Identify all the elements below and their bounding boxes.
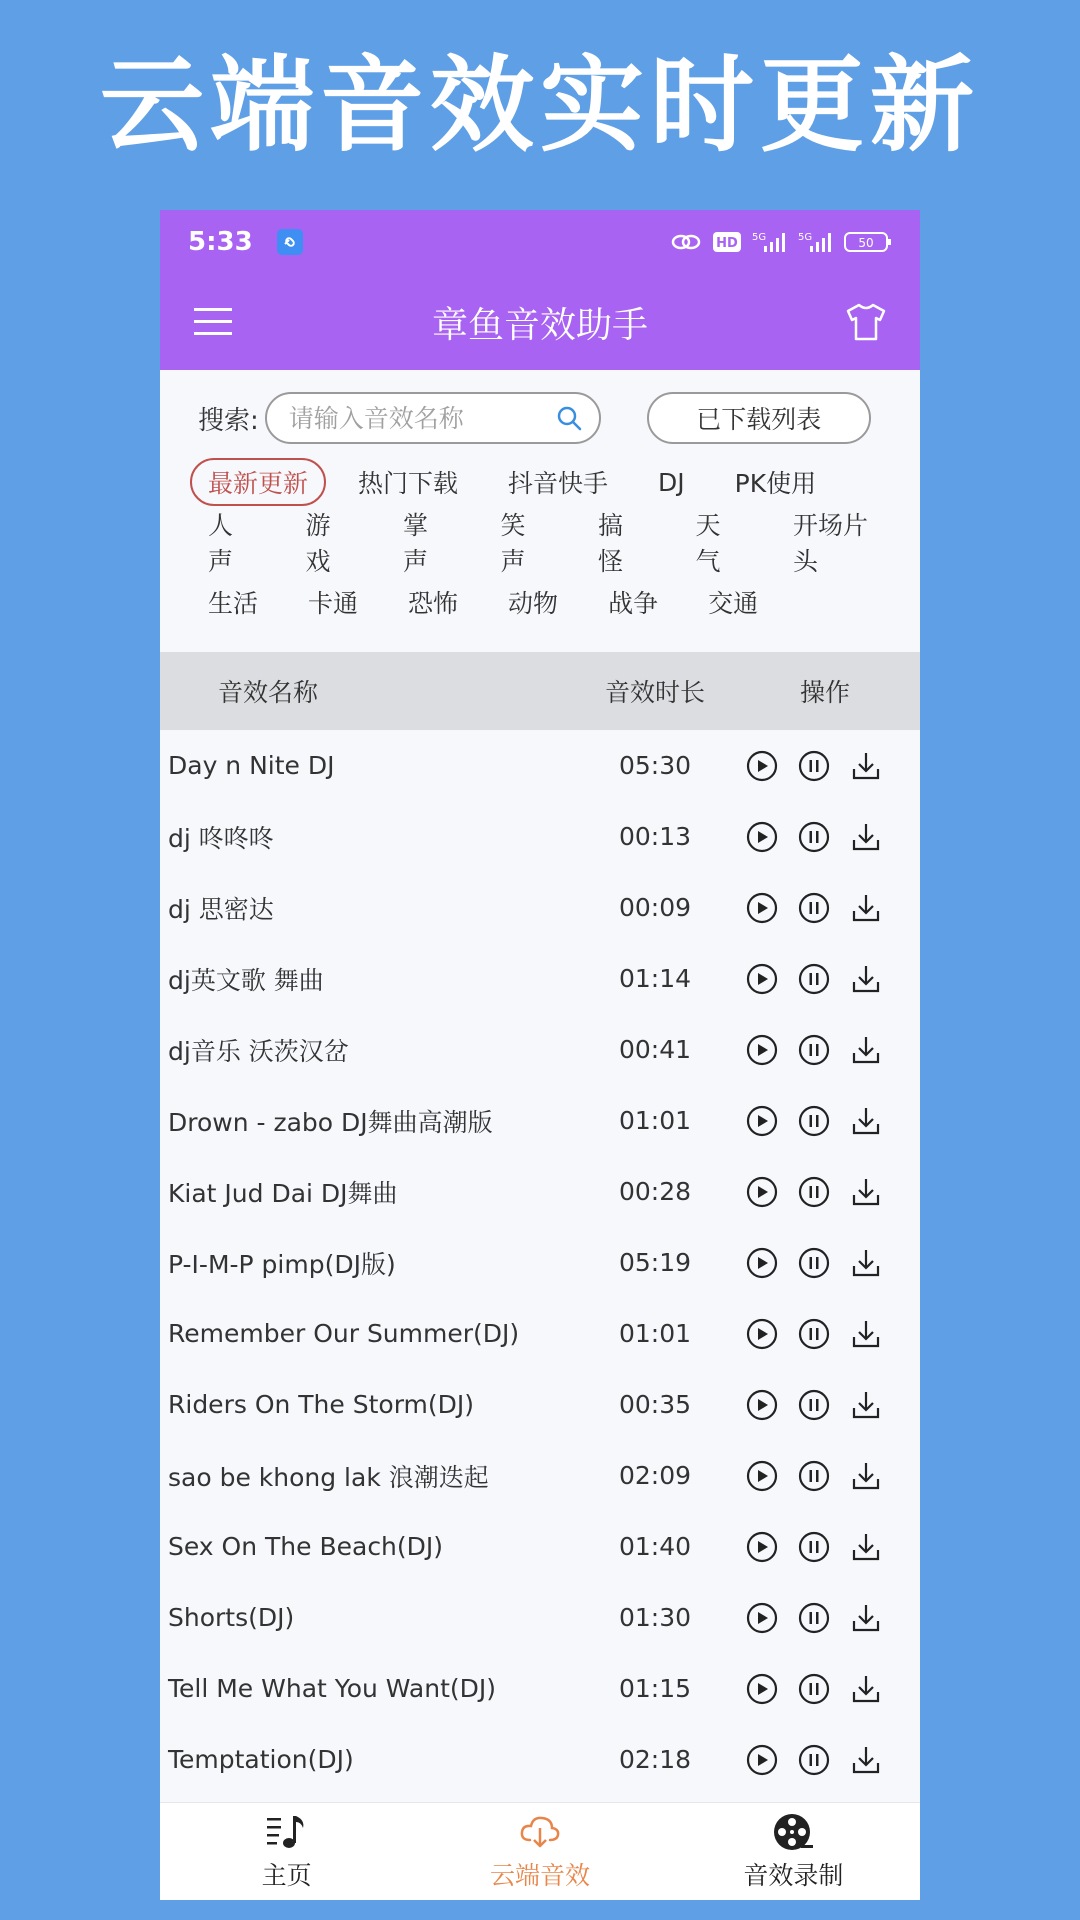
sound-actions [730, 1387, 920, 1423]
download-icon[interactable] [848, 1529, 884, 1565]
tab-home[interactable] [160, 1803, 413, 1900]
music-notes-icon [265, 1812, 309, 1852]
pause-icon[interactable] [796, 1245, 832, 1281]
play-icon[interactable] [744, 1387, 780, 1423]
play-icon[interactable] [744, 1671, 780, 1707]
sound-name: Drown - zabo DJ舞曲高潮版 [168, 1107, 493, 1137]
sound-row[interactable] [160, 1440, 920, 1511]
sound-name: Remember Our Summer(DJ) [168, 1319, 520, 1348]
download-icon[interactable] [848, 819, 884, 855]
bottom-tab-bar [160, 1802, 920, 1900]
play-icon[interactable] [744, 1103, 780, 1139]
play-icon[interactable] [744, 1600, 780, 1636]
download-icon[interactable] [848, 1245, 884, 1281]
play-icon[interactable] [744, 1032, 780, 1068]
sound-duration: 00:13 [618, 822, 692, 851]
pause-icon[interactable] [796, 1387, 832, 1423]
sound-name: Riders On The Storm(DJ) [168, 1390, 475, 1419]
sound-duration: 00:28 [618, 1177, 692, 1206]
downloaded-list-button[interactable]: 已下载列表 [647, 392, 871, 444]
play-icon[interactable] [744, 1742, 780, 1778]
pause-icon[interactable] [796, 1742, 832, 1778]
category-chip[interactable]: 恐怖 [408, 589, 459, 618]
sound-actions [730, 1458, 920, 1494]
category-chip[interactable]: 掌声 [403, 511, 429, 576]
play-icon[interactable] [744, 1458, 780, 1494]
download-icon[interactable] [848, 961, 884, 997]
sound-actions [730, 1174, 920, 1210]
sound-duration: 01:01 [618, 1319, 692, 1348]
theme-button[interactable] [842, 298, 890, 346]
pause-icon[interactable] [796, 1600, 832, 1636]
sound-duration: 01:14 [618, 964, 692, 993]
download-icon[interactable] [848, 890, 884, 926]
sound-duration: 00:41 [618, 1035, 692, 1064]
svg-text:50: 50 [858, 236, 874, 250]
sound-name: Tell Me What You Want(DJ) [168, 1674, 497, 1703]
search-input[interactable] [289, 404, 555, 433]
pause-icon[interactable] [796, 961, 832, 997]
hamburger-icon [194, 306, 234, 338]
tab-cloud-label: 云端音效 [489, 1860, 590, 1890]
pause-icon[interactable] [796, 1671, 832, 1707]
sound-duration: 02:09 [618, 1461, 692, 1490]
download-icon[interactable] [848, 1174, 884, 1210]
sound-name: Day n Nite DJ [168, 751, 335, 780]
play-icon[interactable] [744, 748, 780, 784]
network-label: 5G [752, 232, 767, 243]
menu-button[interactable] [190, 298, 238, 346]
sound-name: dj英文歌 舞曲 [168, 965, 324, 995]
category-chip[interactable]: 人声 [208, 511, 234, 576]
tab-home-label: 主页 [261, 1860, 312, 1890]
play-icon[interactable] [744, 961, 780, 997]
sound-name: Kiat Jud Dai DJ舞曲 [168, 1178, 398, 1208]
category-chip[interactable]: 动物 [508, 589, 559, 618]
category-chip[interactable]: 笑声 [500, 511, 526, 576]
sound-name: Temptation(DJ) [168, 1745, 354, 1774]
download-icon[interactable] [848, 1387, 884, 1423]
sound-row[interactable] [160, 1156, 920, 1227]
sound-actions [730, 1671, 920, 1707]
sound-actions [730, 1103, 920, 1139]
sound-duration: 02:18 [618, 1745, 692, 1774]
phone-screen [160, 210, 920, 1900]
battery-icon [844, 230, 892, 254]
film-reel-icon [771, 1812, 815, 1852]
tshirt-icon [844, 302, 888, 342]
sound-actions [730, 1032, 920, 1068]
category-filters [160, 452, 920, 632]
pause-icon[interactable] [796, 1529, 832, 1565]
download-icon[interactable] [848, 1742, 884, 1778]
cloud-download-icon [518, 1812, 562, 1852]
app-title: 章鱼音效助手 [431, 304, 648, 346]
app-bar [160, 274, 920, 370]
category-chip[interactable]: 搞怪 [598, 511, 624, 576]
category-row [160, 452, 920, 512]
sound-duration: 00:35 [618, 1390, 692, 1419]
svg-text:5G: 5G [798, 232, 813, 243]
category-chip[interactable]: 抖音快手 [508, 469, 609, 498]
pause-icon[interactable] [796, 748, 832, 784]
category-chip[interactable]: DJ [658, 467, 685, 497]
sound-row[interactable] [160, 1511, 920, 1582]
link-app-icon [277, 229, 303, 255]
sound-duration: 01:40 [618, 1532, 692, 1561]
play-icon[interactable] [744, 1245, 780, 1281]
sound-row[interactable] [160, 1085, 920, 1156]
search-label: 搜索: [198, 405, 259, 436]
category-chip[interactable]: 开场片头 [793, 511, 869, 576]
play-icon[interactable] [744, 1316, 780, 1352]
pause-icon[interactable] [796, 890, 832, 926]
sound-name: Shorts(DJ) [168, 1603, 295, 1632]
sound-row[interactable] [160, 1582, 920, 1653]
pause-icon[interactable] [796, 819, 832, 855]
play-icon[interactable] [744, 1529, 780, 1565]
sound-row[interactable] [160, 730, 920, 801]
sound-name: dj 思密达 [168, 894, 274, 924]
signal-icon-1 [752, 230, 788, 254]
sound-name: Sex On The Beach(DJ) [168, 1532, 444, 1561]
download-icon[interactable] [848, 748, 884, 784]
sound-duration: 01:01 [618, 1106, 692, 1135]
sound-duration: 01:30 [618, 1603, 692, 1632]
pause-icon[interactable] [796, 1032, 832, 1068]
search-icon[interactable] [555, 404, 583, 432]
sound-name: dj 咚咚咚 [168, 823, 274, 853]
tab-record[interactable] [667, 1803, 920, 1900]
sound-actions [730, 961, 920, 997]
category-chip[interactable]: 卡通 [308, 589, 359, 618]
status-time: 5:33 [188, 227, 253, 257]
sound-row[interactable] [160, 943, 920, 1014]
sound-row[interactable] [160, 1724, 920, 1795]
category-chip[interactable]: 战争 [608, 589, 659, 618]
category-chip[interactable]: 交通 [708, 589, 759, 618]
table-header [160, 652, 920, 730]
download-icon[interactable] [848, 1103, 884, 1139]
hd-icon [712, 231, 742, 253]
sound-name: sao be khong lak 浪潮迭起 [168, 1462, 489, 1492]
sound-row[interactable] [160, 1653, 920, 1724]
tab-cloud-sounds[interactable] [413, 1803, 666, 1900]
header-ops: 操作 [799, 678, 850, 707]
search-row [160, 370, 920, 444]
sound-actions [730, 1529, 920, 1565]
download-icon[interactable] [848, 1600, 884, 1636]
category-chip[interactable]: 天气 [695, 511, 721, 576]
category-chip[interactable]: 热门下载 [358, 469, 459, 498]
play-icon[interactable] [744, 1174, 780, 1210]
sound-actions [730, 1245, 920, 1281]
sound-row[interactable] [160, 1014, 920, 1085]
download-icon[interactable] [848, 1032, 884, 1068]
play-icon[interactable] [744, 819, 780, 855]
category-chip[interactable]: PK使用 [734, 469, 817, 498]
sound-duration: 00:09 [618, 893, 692, 922]
sound-name: P-I-M-P pimp(DJ版) [168, 1249, 396, 1279]
link-status-icon [670, 230, 702, 254]
pause-icon[interactable] [796, 1103, 832, 1139]
download-icon[interactable] [848, 1316, 884, 1352]
sound-actions [730, 1316, 920, 1352]
promo-title: 云端音效实时更新 [99, 44, 980, 166]
download-icon[interactable] [848, 1671, 884, 1707]
header-name: 音效名称 [218, 678, 319, 707]
category-chip[interactable]: 生活 [208, 589, 259, 618]
search-box [265, 392, 601, 444]
sound-row[interactable] [160, 1298, 920, 1369]
header-duration: 音效时长 [604, 678, 705, 707]
download-icon[interactable] [848, 1458, 884, 1494]
sound-actions [730, 819, 920, 855]
pause-icon[interactable] [796, 1458, 832, 1494]
sound-list [160, 730, 920, 1795]
status-bar [160, 210, 920, 274]
sound-duration: 05:30 [618, 751, 692, 780]
sound-row[interactable] [160, 872, 920, 943]
pause-icon[interactable] [796, 1316, 832, 1352]
sound-row[interactable] [160, 1227, 920, 1298]
sound-row[interactable] [160, 1369, 920, 1440]
category-chip[interactable]: 最新更新 [190, 458, 326, 506]
tab-record-label: 音效录制 [743, 1860, 844, 1890]
sound-name: dj音乐 沃茨汉岔 [168, 1036, 349, 1066]
sound-duration: 01:15 [618, 1674, 692, 1703]
sound-duration: 05:19 [618, 1248, 692, 1277]
category-row [160, 572, 920, 632]
sound-row[interactable] [160, 801, 920, 872]
sound-actions [730, 1742, 920, 1778]
play-icon[interactable] [744, 890, 780, 926]
category-row [160, 511, 920, 576]
svg-text:HD: HD [716, 236, 738, 251]
sound-actions [730, 748, 920, 784]
sound-actions [730, 1600, 920, 1636]
sound-actions [730, 890, 920, 926]
signal-icon-2 [798, 230, 834, 254]
pause-icon[interactable] [796, 1174, 832, 1210]
category-chip[interactable]: 游戏 [305, 511, 331, 576]
